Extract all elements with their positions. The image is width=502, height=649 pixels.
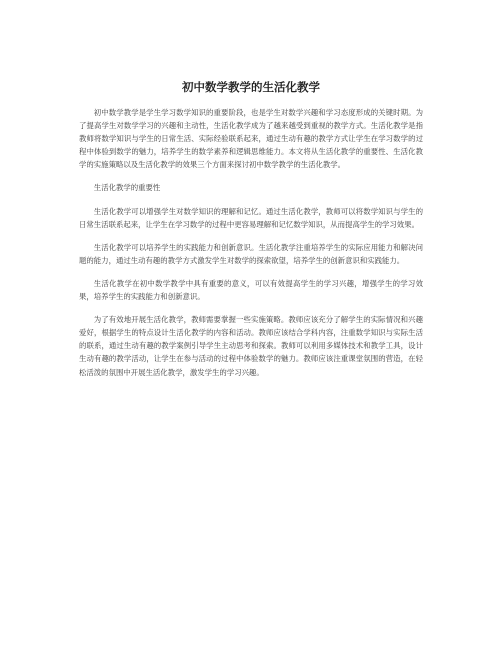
body-paragraph-strategies: 为了有效地开展生活化教学，教师需要掌握一些实施策略。教师应该充分了解学生的实际情况和兴趣爱好，根据学生的特点设计生活化教学的内容和活动。教师应该结合学科内容，注重数学知识与实际生活的联系，通过生动有趣的教学案例引导学生主动思考和探索。教师可以利用多媒体技术和教学工具，设计生动有趣的教学活动，让学生在参与活动的过程中体验数学的魅力。教师应该注重课堂氛围的营造，在轻松活泼的氛围中开展生活化教学，激发学生的学习兴趣。 [79,315,423,377]
document-body [79,106,423,389]
intro-paragraph: 初中数学教学是学生学习数学知识的重要阶段，也是学生对数学兴趣和学习态度形成的关键时期。为了提高学生对数学学习的兴趣和主动性，生活化教学成为了越来越受到重视的教学方式。生活化教学是指教师将数学知识与学生的日常生活、实际经验联系起来，通过生动有趣的教学方式让学生在学习数学的过程中体验到数学的魅力，培养学生的数学素养和逻辑思维能力。本文将从生活化教学的重要性、生活化教学的实施策略以及生活化教学的效果三个方面来探讨初中数学教学的生活化教学。 [79,108,423,170]
section-heading: 生活化教学的重要性 [93,183,161,193]
body-paragraph-practice: 生活化教学可以培养学生的实践能力和创新意识。生活化教学注重培养学生的实际应用能力和解决问题的能力，通过生动有趣的教学方式激发学生对数学的探索欲望，培养学生的创新意识和实践能力。 [79,242,423,265]
document-title: 初中数学教学的生活化教学 [182,80,320,94]
body-paragraph-significance: 生活化教学在初中数学教学中具有重要的意义，可以有效提高学生的学习兴趣，增强学生的学习效果，培养学生的实践能力和创新意识。 [79,278,423,302]
body-paragraph-understanding: 生活化教学可以增强学生对数学知识的理解和记忆。通过生活化教学，教师可以将数学知识与学生的日常生活联系起来，让学生在学习数学的过程中更容易理解和记忆数学知识，从而提高学生的学习效果。 [79,206,423,229]
